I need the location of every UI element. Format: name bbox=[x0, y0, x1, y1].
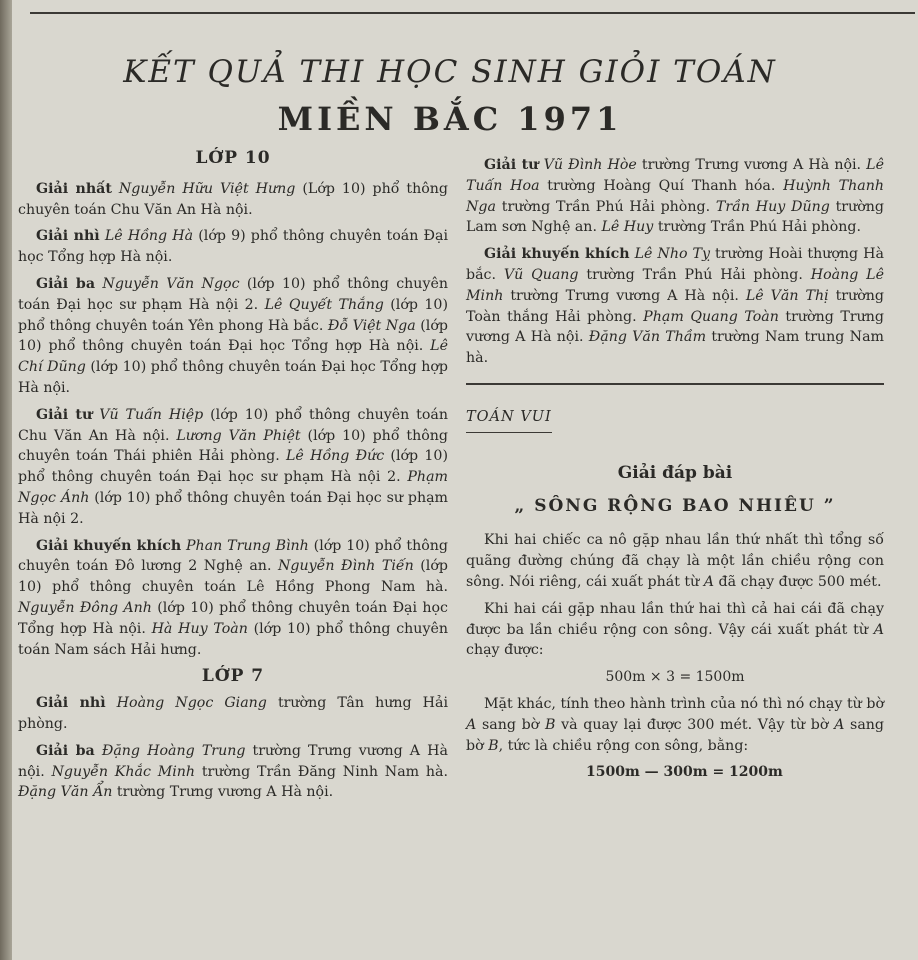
award-text bbox=[18, 276, 448, 396]
award-paragraph bbox=[18, 536, 448, 661]
person-name: Vũ Quang bbox=[503, 266, 579, 283]
grade10-heading: LỚP 10 bbox=[195, 148, 271, 168]
text-run: (lớp 10) phổ thông chuyên toán Đại học sư phạm Hà nội 2. bbox=[18, 448, 448, 486]
person-name: Trần Huy Dũng bbox=[715, 198, 830, 215]
right-column bbox=[466, 155, 884, 783]
person-name: Lê Tuấn Hoa bbox=[466, 157, 884, 194]
text-run: (lớp 10) phổ thông chuyên toán Yên phong Hà bắc. bbox=[18, 296, 448, 334]
grade7-awards-right bbox=[466, 155, 884, 369]
text-run: (lớp 10) phổ thông chuyên toán Chu Văn An Hà nội. bbox=[18, 406, 449, 444]
article-title: Giải đáp bài bbox=[617, 462, 733, 483]
text-run: (lớp 10) phổ thông chuyên toán Lê Hồng Phong Nam hà. bbox=[18, 558, 448, 596]
text-run: (lớp 10) phổ thông chuyên toán Đại học Tổng hợp Hà nội. bbox=[18, 317, 448, 355]
text-run: trường Trưng vương A Hà nội. bbox=[18, 742, 448, 780]
person-name: Lê Huy bbox=[601, 219, 654, 236]
person-name: Đặng Văn Thầm bbox=[588, 329, 707, 346]
page-edge bbox=[0, 0, 12, 960]
person-name: Nguyễn Khắc Minh bbox=[51, 763, 196, 780]
person-name: B bbox=[488, 737, 499, 754]
section-label: TOÁN VUI bbox=[466, 407, 552, 433]
text-run: trường Trưng vương A Hà nội. bbox=[636, 157, 867, 173]
text-run: (lớp 10) phổ thông chuyên toán Đại học Tổng hợp Hà nội. bbox=[18, 359, 448, 396]
person-name: Phạm Ngọc Ánh bbox=[18, 469, 448, 506]
article-paragraph bbox=[466, 530, 884, 592]
person-name: Đỗ Việt Nga bbox=[327, 317, 416, 334]
text-run: chạy được: bbox=[466, 642, 544, 659]
person-name: Huỳnh Thanh Nga bbox=[466, 177, 884, 215]
text-run: , tức là chiều rộng con sông, bằng: bbox=[498, 737, 749, 754]
person-name: A bbox=[703, 573, 715, 590]
award-label: Giải nhì bbox=[36, 695, 106, 712]
person-name: Lê Văn Thị bbox=[745, 287, 829, 304]
person-name: Lê Chí Dũng bbox=[18, 338, 448, 376]
person-name: Phan Trung Bình bbox=[186, 537, 309, 554]
person-name: Lê Quyết Thắng bbox=[264, 296, 384, 313]
equation: 1500m — 300m = 1200m bbox=[586, 764, 783, 781]
text-run: trường Trưng vương A Hà nội. bbox=[112, 784, 334, 801]
person-name: Hoàng Ngọc Giang bbox=[116, 695, 267, 712]
award-paragraph bbox=[18, 179, 448, 221]
text-run: (lớp 10) phổ thông chuyên toán Nam sách Hải hưng. bbox=[18, 620, 448, 658]
text-run: (lớp 10) phổ thông chuyên toán Đô lương 2 Nghệ an. bbox=[18, 537, 448, 575]
text-run: Khi hai cái gặp nhau lần thứ hai thì cả hai cái đã chạy được ba lần chiều rộng con sông. Vậy cái xuất phát từ bbox=[466, 600, 884, 638]
section-divider bbox=[466, 383, 884, 385]
award-label: Giải ba bbox=[36, 275, 96, 292]
text-run: sang bờ bbox=[476, 716, 545, 733]
text-run: (lớp 10) phổ thông chuyên toán Đại học sư phạm Hà nội 2. bbox=[18, 489, 448, 527]
award-text bbox=[18, 538, 448, 658]
person-name: Phạm Quang Toàn bbox=[643, 308, 779, 325]
award-label: Giải tư bbox=[36, 406, 93, 423]
text-run: (lớp 10) phổ thông chuyên toán Thái phiên Hải phòng. bbox=[18, 427, 448, 465]
text-run: (lớp 10) phổ thông chuyên toán Đại học Tổng hợp Hà nội. bbox=[18, 599, 448, 637]
text-run: trường Trưng vương A Hà nội. bbox=[466, 308, 884, 346]
award-label: Giải nhất bbox=[36, 180, 112, 197]
text-run: trường Hoàng Quí Thanh hóa. bbox=[539, 177, 784, 194]
text-run: trường Lam sơn Nghệ an. bbox=[466, 198, 884, 236]
text-run: trường Tân hưng Hải phòng. bbox=[18, 695, 448, 732]
text-run: trường Trần Phú Hải phòng. bbox=[495, 198, 716, 215]
article-paragraph bbox=[466, 599, 884, 661]
text-run: trường Toàn thắng Hải phòng. bbox=[466, 287, 884, 325]
award-paragraph bbox=[466, 155, 884, 238]
person-name: A bbox=[466, 716, 477, 733]
award-label: Giải khuyến khích bbox=[484, 246, 630, 263]
person-name: Nguyễn Hữu Việt Hưng bbox=[118, 180, 296, 197]
award-label: Giải ba bbox=[36, 742, 95, 759]
text-run: đã chạy được 500 mét. bbox=[714, 573, 882, 590]
award-label: Giải tư bbox=[484, 157, 539, 173]
person-name: Vũ Tuấn Hiệp bbox=[99, 406, 204, 423]
person-name: Lê Hồng Đức bbox=[285, 448, 385, 465]
text-run: trường Hoài thượng Hà bắc. bbox=[466, 246, 884, 283]
person-name: Nguyễn Văn Ngọc bbox=[102, 275, 240, 292]
person-name: Đặng Văn Ẩn bbox=[18, 784, 113, 801]
article-paragraph bbox=[466, 694, 884, 756]
text-run: trường Trưng vương A Hà nội. bbox=[503, 287, 746, 304]
text-run: trường Trần Phú Hải phòng. bbox=[653, 219, 862, 236]
text-run: sang bờ bbox=[466, 716, 885, 754]
text-run: trường Trần Phú Hải phòng. bbox=[578, 266, 811, 283]
award-paragraph bbox=[18, 405, 448, 530]
grade7-awards-left bbox=[18, 693, 448, 803]
person-name: Đặng Hoàng Trung bbox=[101, 742, 246, 759]
article-subtitle: „ SÔNG RỘNG BAO NHIÊU ” bbox=[514, 495, 836, 516]
person-name: Lê Hồng Hà bbox=[104, 228, 194, 245]
person-name: Hà Huy Toàn bbox=[151, 620, 248, 637]
left-column bbox=[18, 148, 448, 809]
person-name: Hoàng Lê Minh bbox=[466, 266, 885, 304]
person-name: A bbox=[873, 621, 884, 638]
award-text bbox=[18, 407, 448, 527]
text-run: và quay lại được 300 mét. Vậy từ bờ bbox=[555, 716, 835, 733]
award-label: Giải khuyến khích bbox=[36, 537, 182, 554]
person-name: Nguyễn Đình Tiến bbox=[278, 558, 414, 575]
person-name: Lê Nho Tỵ bbox=[634, 246, 711, 263]
person-name: Nguyễn Đông Anh bbox=[18, 599, 152, 616]
page-subtitle: MIỀN BẮC 1971 bbox=[277, 100, 623, 138]
award-paragraph bbox=[18, 226, 448, 268]
text-run: (lớp 10) phổ thông chuyên toán Đại học sư phạm Hà nội 2. bbox=[18, 275, 448, 313]
top-rule bbox=[30, 12, 915, 14]
text-run: Khi hai chiếc ca nô gặp nhau lần thứ nhất thì tổng số quãng đường chúng đã chạy là một lần chiều rộng con sông. Nói riêng, cái xuất phát từ bbox=[466, 532, 884, 590]
person-name: Vũ Đình Hòe bbox=[543, 157, 637, 173]
equation: 500m × 3 = 1500m bbox=[605, 669, 745, 686]
person-name: Lương Văn Phiệt bbox=[176, 427, 301, 444]
award-text bbox=[466, 246, 884, 366]
person-name: A bbox=[834, 716, 845, 733]
text-run: trường Trần Đăng Ninh Nam hà. bbox=[195, 763, 448, 780]
text-run: (Lớp 10) phổ thông chuyên toán Chu Văn An Hà nội. bbox=[18, 180, 448, 218]
text-run: Mặt khác, tính theo hành trình của nó thì nó chạy từ bờ bbox=[484, 695, 884, 712]
award-paragraph bbox=[18, 741, 448, 803]
award-paragraph bbox=[18, 693, 448, 735]
award-paragraph bbox=[18, 274, 448, 399]
award-label: Giải nhì bbox=[36, 228, 100, 245]
award-paragraph bbox=[466, 244, 884, 369]
grade10-awards bbox=[18, 179, 448, 661]
text-run: (lớp 9) phổ thông chuyên toán Đại học Tổng hợp Hà nội. bbox=[18, 228, 448, 266]
grade7-heading: LỚP 7 bbox=[201, 666, 265, 687]
page-title: KẾT QUẢ THI HỌC SINH GIỎI TOÁN bbox=[123, 54, 777, 90]
text-run: trường Nam trung Nam hà. bbox=[466, 329, 884, 367]
person-name: B bbox=[544, 716, 556, 733]
